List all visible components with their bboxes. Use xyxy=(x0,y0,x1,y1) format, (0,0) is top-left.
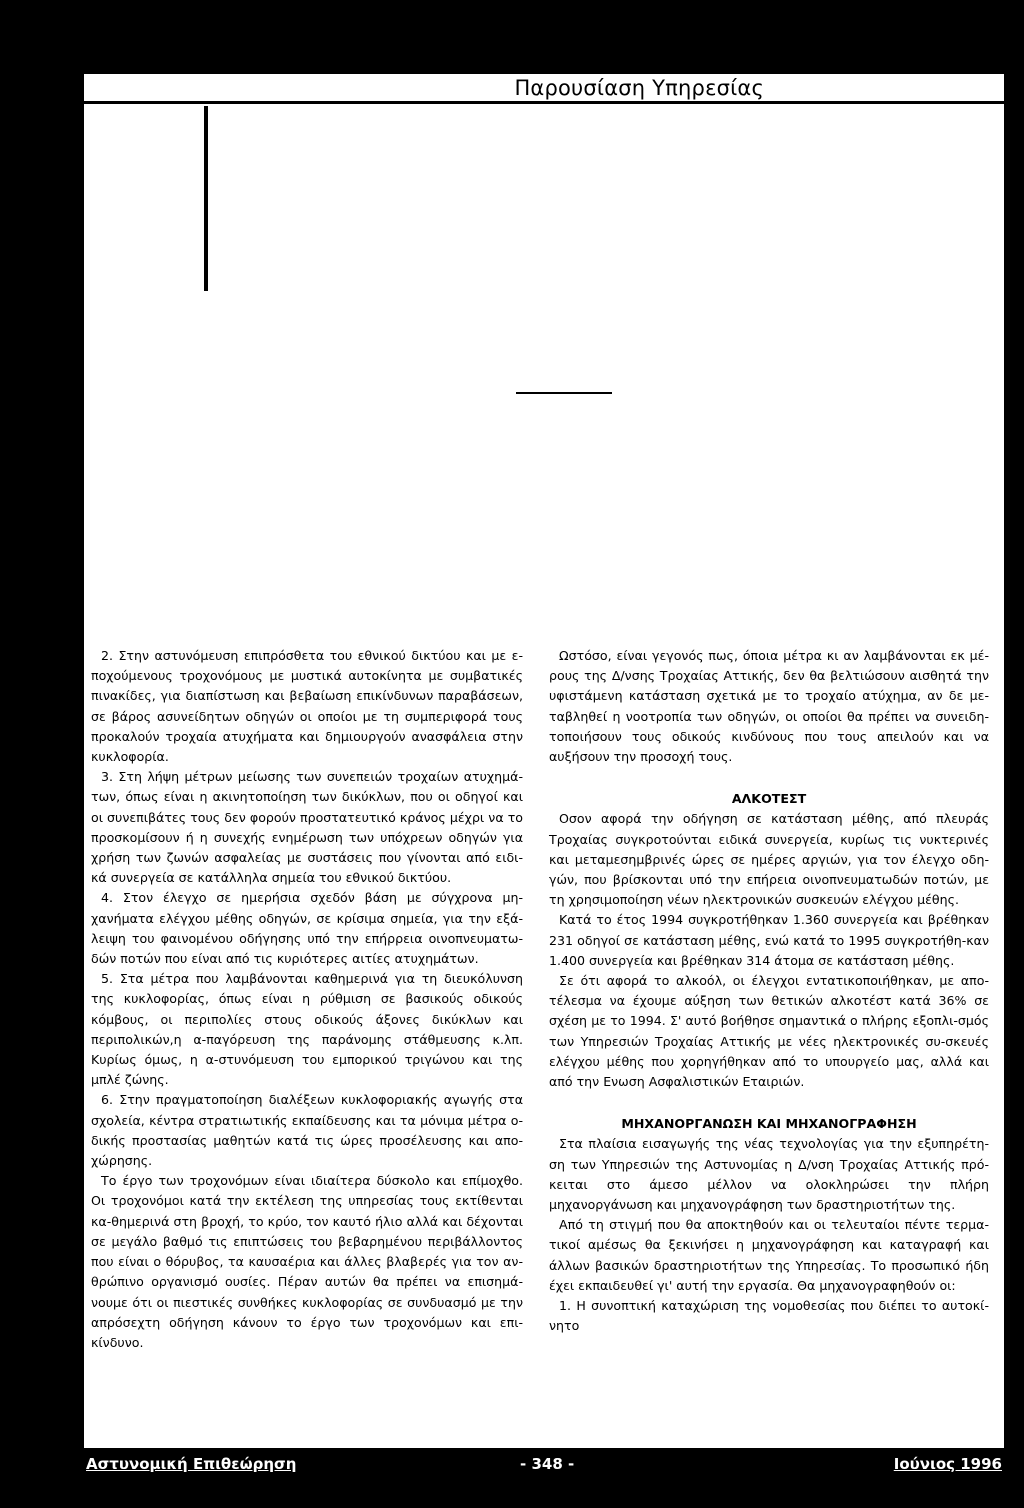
alcotest-paragraph-1: Οσον αφορά την οδήγηση σε κατάσταση μέθης, από πλευράς Τροχαίας συγκροτούνται ειδικά συνεργεία, κυρίως τις νυκτερινές και μεταμεσημβρινές ώρες σε ημέρες αργιών, για τον έλεγχο οδη-γών, που βρίσκονται υπό την επήρεια οινοπνευματωδών ποτών, με τη χρησιμοποίηση νέων ηλεκτρονικών συσκευών ελέγχου μέθης. xyxy=(549,811,989,908)
footer xyxy=(82,1455,1006,1479)
intro-paragraph: Ωστόσο, είναι γεγονός πως, όποια μέτρα κι αν λαμβάνονται εκ μέ-ρους της Δ/νσης Τροχαίας Αττικής, δεν θα βελτιώσουν αισθητά την υφιστάμενη κατάσταση σχετικά με το τροχαίο ατύχημα, αν δε με-ταβληθεί η νοοτροπία των οδηγών, οι οποίοι θα πρέπει να συνειδη-τοποιήσουν τους οδικούς κινδύνους που τους απειλούν και να αυξήσουν την προσοχή τους. xyxy=(549,648,989,765)
header-bar xyxy=(84,74,1004,104)
paragraph-2: 2. Στην αστυνόμευση επιπρόσθετα του εθνικού δικτύου και με ε-ποχούμενους τροχονόμους με μυστικά αυτοκίνητα με συμβατικές πινακίδες, για διαπίστωση και βεβαίωση επικίνδυνων παραβάσεων, σε βάρος ασυνείδητων οδηγών οι οποίοι με τη συμπεριφορά τους προκαλούν τροχαία ατυχήματα και δημιουργούν ανασφάλεια στην κυκλοφορία. xyxy=(91,648,523,765)
footer-date: Ιούνιος 1996 xyxy=(893,1455,1002,1473)
document-frame xyxy=(82,72,1006,1450)
paragraph-traffic-work: Το έργο των τροχονόμων είναι ιδιαίτερα δύσκολο και επίμοχθο. Οι τροχονόμοι κατά την εκτέλεση της υπηρεσίας τους εκτίθενται κα-θημερινά στη βροχή, το κρύο, τον καυτό ήλιο αλλά και δέχονται σε μεγάλο βαθμό τις επιπτώσεις του βεβαρημένου περιβάλλοντος που είναι ο θόρυβος, τα καυσαέρια και άλλες βλαβερές για τον αν-θρώπινο οργανισμό ουσίες. Πέραν αυτών θα πρέπει να επισημά-νουμε ότι οι πιεστικές συνθήκες κυκλοφορίας σε συνδυασμό με την απρόσεχτη οδήγηση κάνουν το έργο των τροχονόμων και επι-κίνδυνο. xyxy=(91,1173,523,1350)
paragraph-5: 5. Στα μέτρα που λαμβάνονται καθημερινά για τη διευκόλυνση της κυκλοφορίας, όπως είναι η ρύθμιση σε βασικούς οδικούς κόμβους, οι περιπολίες στους οδικούς άξονες δικύκλων και περιπολικών,η α-παγόρευση της παράνομης στάθμευσης κ.λπ. Κυρίως όμως, η α-στυνόμευση του εμπορικού τριγώνου και της μπλέ ζώνης. xyxy=(91,971,523,1088)
footer-publication: Αστυνομική Επιθεώρηση xyxy=(86,1455,297,1473)
header-title: Παρουσίαση Υπηρεσίας xyxy=(514,76,764,100)
mechanization-paragraph-2: Από τη στιγμή που θα αποκτηθούν και οι τελευταίοι πέντε τερμα-τικοί αμέσως θα ξεκινήσει η μηχανογράφηση και καταγραφή και άλλων βασικών δραστηριοτήτων της Υπηρεσίας. Το προσωπικό ήδη έχει εκπαιδευθεί γι' αυτή την εργασία. Θα μηχανογραφηθούν οι: xyxy=(549,1217,989,1293)
left-column xyxy=(91,646,523,1353)
paragraph-4: 4. Στον έλεγχο σε ημερήσια σχεδόν βάση με σύγχρονα μη-χανήματα ελέγχου μέθης οδηγών, σε κρίσιμα σημεία, για την εξά-λειψη του φαινομένου οδήγησης υπό την επήρρεια οινοπνευματω-δών ποτών που είναι από τις κυριότερες αιτίες ατυχημάτων. xyxy=(91,890,523,967)
mechanization-paragraph-1: Στα πλαίσια εισαγωγής της νέας τεχνολογίας για την εξυπηρέτη-ση των Υπηρεσιών της Αστυνομίας η Δ/νση Τροχαίας Αττικής πρό-κειται στο άμεσο μέλλον να ολοκληρώσει την πλήρη μηχανοργάνωση και μηχανογράφηση των δραστηριοτήτων της. xyxy=(549,1136,989,1213)
paragraph-6: 6. Στην πραγματοποίηση διαλέξεων κυκλοφοριακής αγωγής στα σχολεία, κέντρα στρατιωτικής εκπαίδευσης και τα μόνιμα μέτρα ο-δικής προστασίας μαθητών κατά τις ώρες προσέλευσης και απο-χώρησης. xyxy=(91,1092,523,1169)
footer-page-number: - 348 - xyxy=(520,1455,575,1473)
alcotest-paragraph-3: Σε ότι αφορά το αλκοόλ, οι έλεγχοι εντατικοποιήθηκαν, με απο-τέλεσμα να έχουμε αύξηση των θετικών αλκοτέστ κατά 36% σε σχέση με το 1994. Σ' αυτό βοήθησε σημαντικά ο πλήρης εξοπλι-σμός των Υπηρεσιών Τροχαίας Αττικής με νέες ηλεκτρονικές συ-σκευές ελέγχου μέθης που χορηγήθηκαν από το υπουργείο μας, αλλά και από την Ενωση Ασφαλιστικών Εταιριών. xyxy=(549,973,989,1090)
right-column xyxy=(549,646,989,1337)
section-heading-alcotest: ΑΛΚΟΤΕΣΤ xyxy=(731,791,807,807)
alcotest-paragraph-2: Κατά το έτος 1994 συγκροτήθηκαν 1.360 συνεργεία και βρέθηκαν 231 οδηγοί σε κατάσταση μέθης, ενώ κατά το 1995 συγκροτήθη-καν 1.400 συνεργεία και βρέθηκαν 314 άτομα σε κατάσταση μέθης. xyxy=(549,912,989,968)
section-heading-mechanization: ΜΗΧΑΝΟΡΓΑΝΩΣΗ ΚΑΙ ΜΗΧΑΝΟΓΡΑΦΗΣΗ xyxy=(621,1116,917,1132)
mechanization-paragraph-3: 1. Η συνοπτική καταχώριση της νομοθεσίας που διέπει το αυτοκί-νητο xyxy=(549,1298,989,1334)
decorative-vertical-rule xyxy=(204,106,208,291)
paragraph-3: 3. Στη λήψη μέτρων μείωσης των συνεπειών τροχαίων ατυχημά-των, όπως είναι η ακινητοποίηση των δικύκλων, που οι οδηγοί και οι συνεπιβάτες τους δεν φορούν προστατευτικό κράνος μέχρι να το προσκομίσουν ή η συνεχής ενημέρωση των υπόχρεων οδηγών για χρήση των ζωνών ασφαλείας με συστάσεις που γίνονται από ειδι-κά συνεργεία σε κατάλληλα σημεία του εθνικού δικτύου. xyxy=(91,769,523,886)
decorative-dash xyxy=(516,392,612,394)
